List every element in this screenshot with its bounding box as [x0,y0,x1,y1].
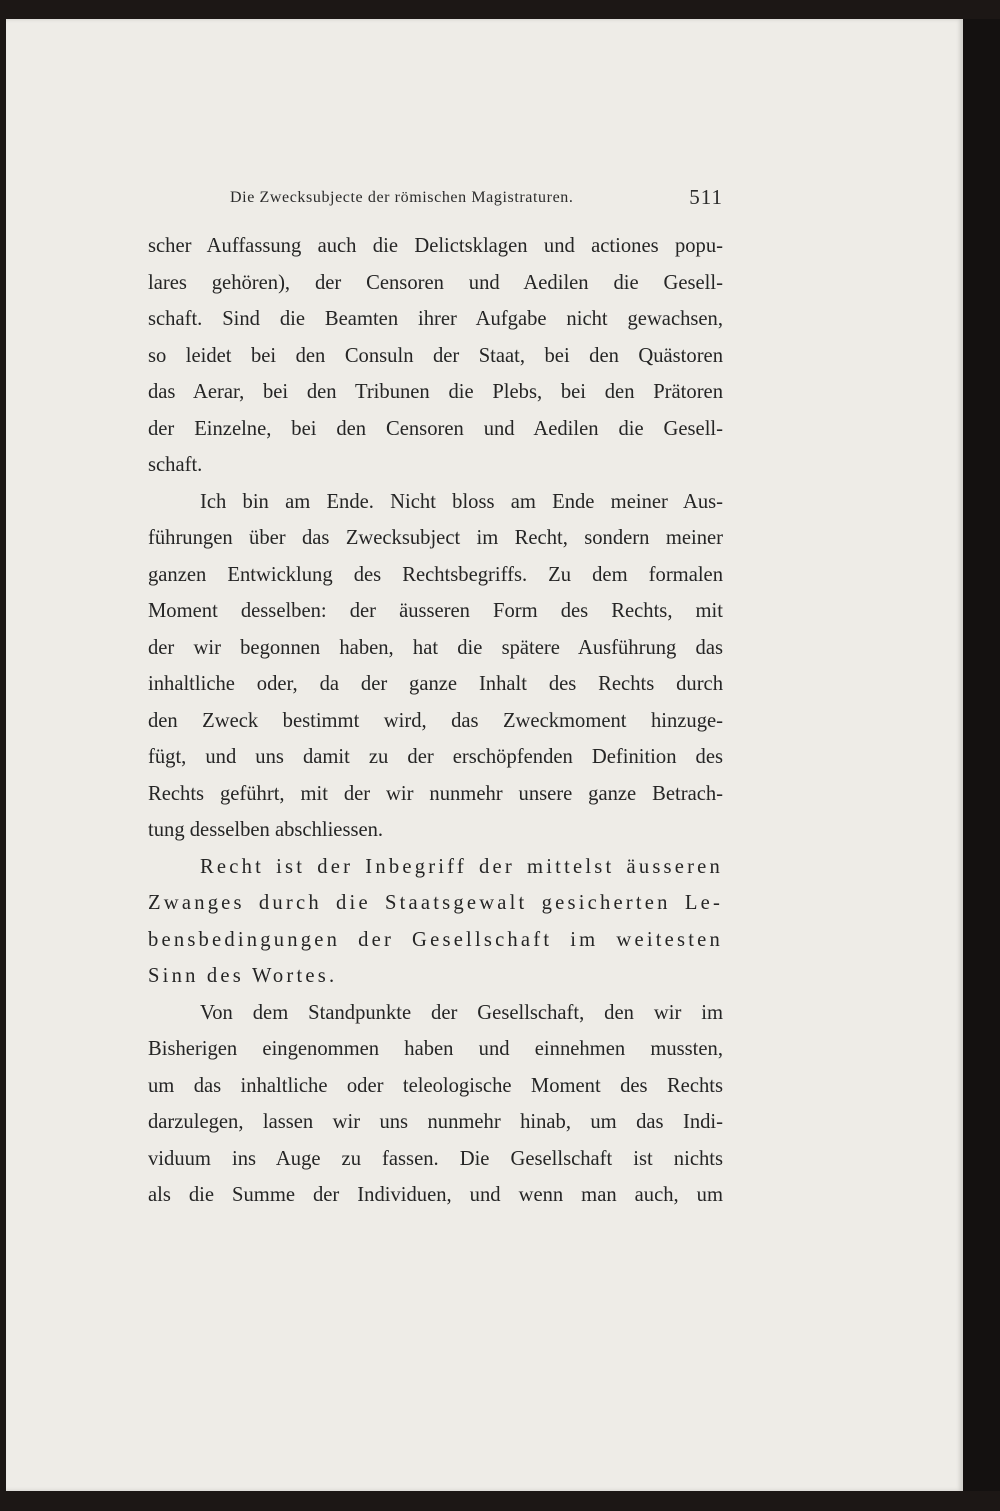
page-number: 511 [689,185,723,209]
text-line: Bisherigen eingenommen haben und einnehmen mussten, [148,1038,723,1060]
text-line: Recht ist der Inbegriff der mittelst äusseren [200,855,723,878]
text-line: ganzen Entwicklung des Rechtsbegriffs. Zu dem formalen [148,563,723,586]
text-line: bensbedingungen der Gesellschaft im weitesten [148,928,723,951]
paragraph [148,484,723,849]
text-line: Von dem Standpunkte der Gesellschaft, den wir im [200,1001,723,1024]
text-line: viduum ins Auge zu fassen. Die Gesellschaft ist nichts [148,1147,723,1170]
text-line: fügt, und uns damit zu der erschöpfenden Definition des [148,746,723,768]
definition-paragraph [148,849,723,995]
text-line: das Aerar, bei den Tribunen die Plebs, bei den Prätoren [148,381,723,403]
text-line: darzulegen, lassen wir uns nunmehr hinab, um das Indi- [148,1111,723,1133]
page-header [230,185,723,215]
text-line: tung desselben abschliessen. [148,819,384,841]
text-line: Sinn des Wortes. [148,965,338,987]
text-line: führungen über das Zwecksubject im Recht, sondern meiner [148,527,723,549]
body-text [148,228,723,1214]
running-title: Die Zwecksubjecte der römischen Magistraturen. [230,189,574,206]
paragraph [148,995,723,1214]
text-line: als die Summe der Individuen, und wenn man auch, um [148,1184,723,1206]
paragraph [148,228,723,484]
scan-background-edge [963,19,1000,1491]
text-line: Moment desselben: der äusseren Form des Rechts, mit [148,600,723,622]
text-line: den Zweck bestimmt wird, das Zweckmoment hinzuge- [148,709,723,732]
text-line: schaft. [148,454,203,476]
text-line: so leidet bei den Consuln der Staat, bei den Quästoren [148,344,723,367]
text-line: scher Auffassung auch die Delictsklagen und actiones popu- [148,235,723,257]
text-line: schaft. Sind die Beamten ihrer Aufgabe nicht gewachsen, [148,308,723,330]
text-line: um das inhaltliche oder teleologische Moment des Rechts [148,1074,723,1097]
text-line: lares gehören), der Censoren und Aedilen die Gesell- [148,271,723,294]
text-line: inhaltliche oder, da der ganze Inhalt des Rechts durch [148,673,723,695]
text-line: Ich bin am Ende. Nicht bloss am Ende meiner Aus- [200,490,723,513]
text-line: der Einzelne, bei den Censoren und Aedilen die Gesell- [148,417,723,440]
text-line: Zwanges durch die Staatsgewalt gesicherten Le- [148,892,723,914]
text-line: der wir begonnen haben, hat die spätere Ausführung das [148,636,723,659]
text-line: Rechts geführt, mit der wir nunmehr unsere ganze Betrach- [148,782,723,805]
